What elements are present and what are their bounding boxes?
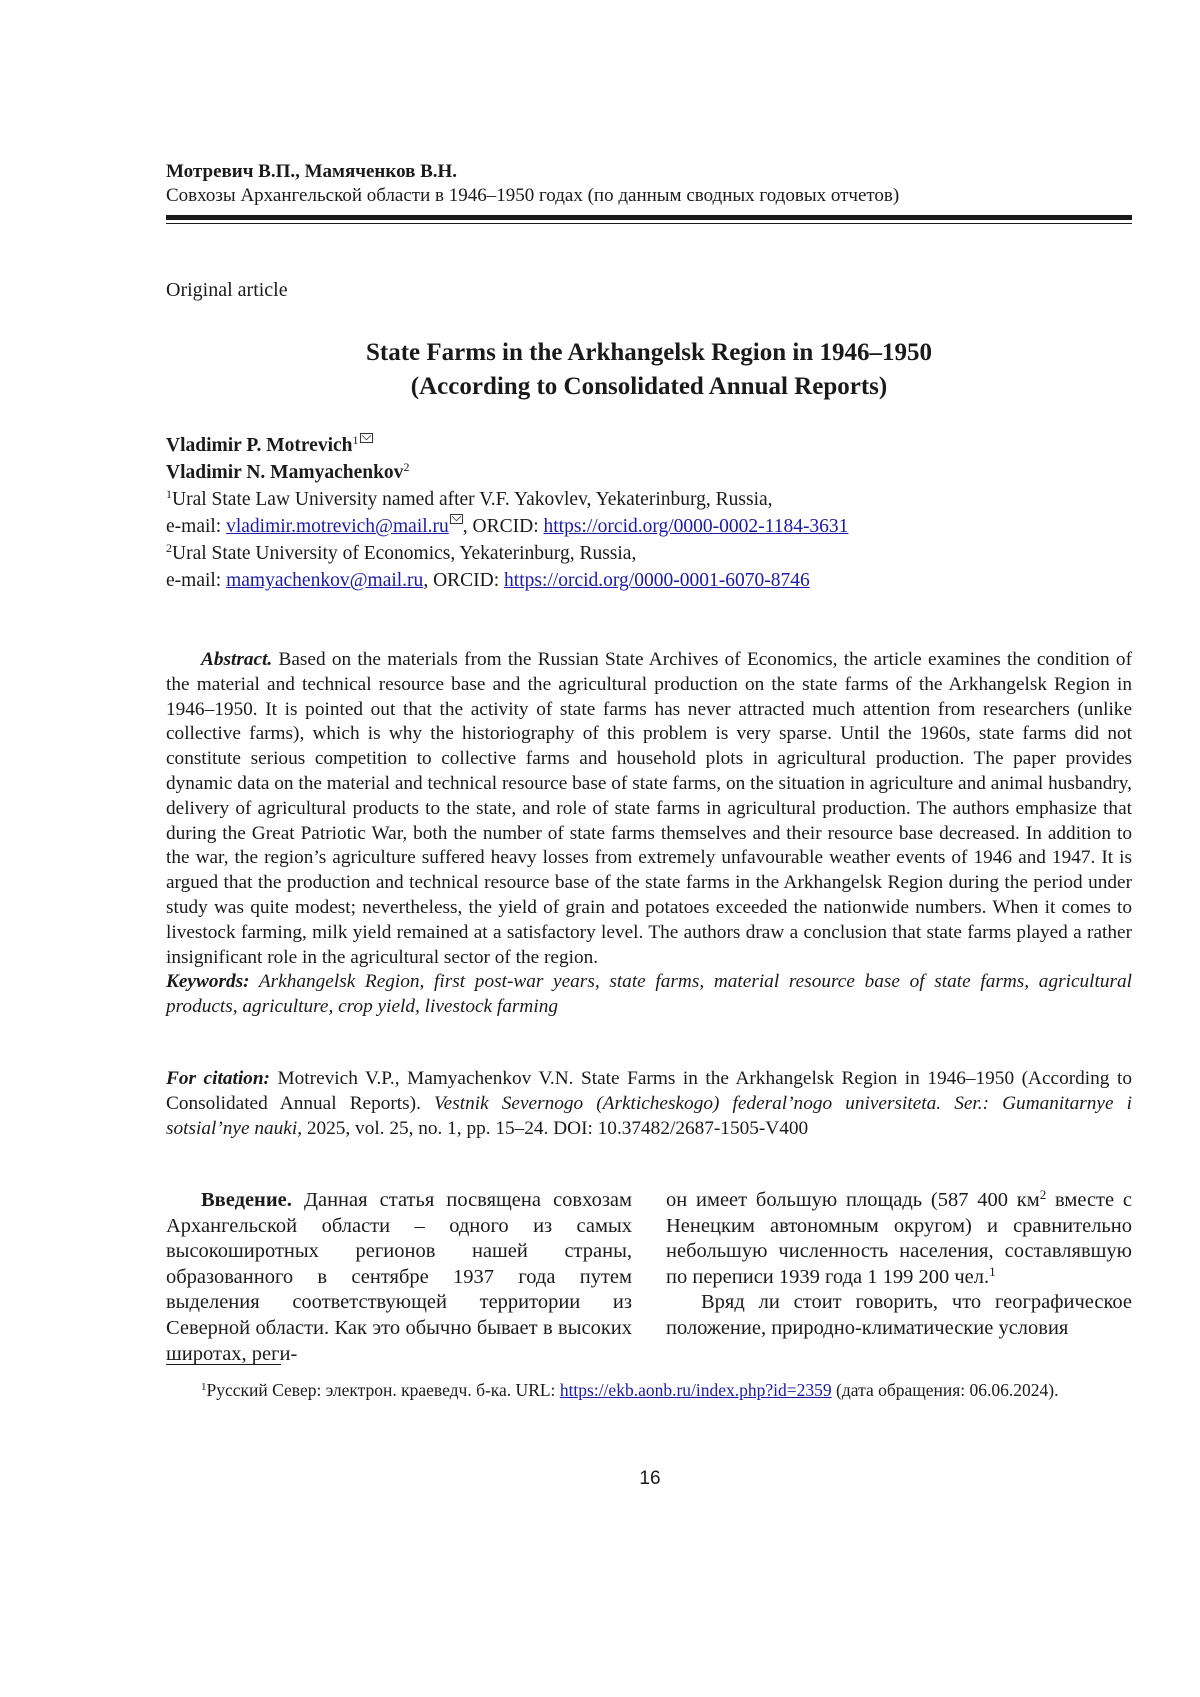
body-column-left bbox=[166, 1188, 632, 1367]
author-2-affiliation-ref: 2 bbox=[403, 460, 409, 474]
author-1-affiliation-ref: 1 bbox=[353, 433, 359, 447]
author-1-name: Vladimir P. Motrevich bbox=[166, 435, 353, 456]
orcid-label: , ORCID: bbox=[423, 570, 504, 591]
header-rule-thin bbox=[166, 223, 1132, 224]
km-squared-sup: 2 bbox=[1040, 1187, 1047, 1202]
citation bbox=[166, 1066, 1132, 1141]
orcid-label: , ORCID: bbox=[463, 516, 544, 537]
affiliation-1-marker: 1 bbox=[166, 487, 172, 501]
email-link-1[interactable]: vladimir.motrevich@mail.ru bbox=[226, 516, 449, 537]
running-head bbox=[166, 160, 1132, 208]
author-2 bbox=[166, 459, 1132, 486]
orcid-link-2[interactable]: https://orcid.org/0000-0001-6070-8746 bbox=[504, 570, 810, 591]
header-rule-thick bbox=[166, 215, 1132, 220]
keywords bbox=[166, 970, 1132, 1020]
envelope-icon bbox=[450, 514, 463, 524]
intro-paragraph-continued bbox=[666, 1188, 1132, 1290]
contact-1 bbox=[166, 513, 1132, 540]
footnote-rule bbox=[166, 1364, 281, 1365]
body-column-right bbox=[666, 1188, 1132, 1342]
email-link-2[interactable]: mamyachenkov@mail.ru bbox=[226, 570, 423, 591]
email-label: e-mail: bbox=[166, 516, 226, 537]
abstract-label: Abstract. bbox=[201, 649, 272, 670]
article-title-line2: (According to Consolidated Annual Reports) bbox=[166, 370, 1132, 404]
second-paragraph: Вряд ли стоит говорить, что географическое положение, природно-климатические условия bbox=[666, 1290, 1132, 1341]
intro-paragraph bbox=[166, 1188, 632, 1367]
citation-text: Motrevich V.P., Mamyachenkov V.N. State Farms in the Arkhangelsk Region in 1946–1950 (According to Consolidated Annual Reports). bbox=[166, 1068, 1132, 1114]
affiliation-1 bbox=[166, 486, 1132, 513]
email-label: e-mail: bbox=[166, 570, 226, 591]
citation-journal: Vestnik Severnogo (Arkticheskogo) federal’nogo universiteta. Ser.: Gumanitarnye i sotsial’nye nauki bbox=[166, 1093, 1132, 1139]
envelope-icon bbox=[360, 433, 373, 443]
abstract-text: Based on the materials from the Russian State Archives of Economics, the article examines the condition of the material and technical resource base and the agricultural production on the state farms of the Arkhangelsk Region in 1946–1950. It is pointed out that the activity of state farms has never attracted much attention from researchers (unlike collective farms), which is why the historiography of this problem is very sparse. Until the 1960s, state farms did not constitute serious competition to collective farms and household plots in agricultural production. The paper provides dynamic data on the material and technical resource base of state farms, on the situation in agriculture and animal husbandry, delivery of agricultural products to the state, and role of state farms in agricultural production. The authors emphasize that during the Great Patriotic War, both the number of state farms themselves and their resource base decreased. In addition to the war, the region’s agriculture suffered heavy losses from extremely unfavourable weather events of 1946 and 1947. It is argued that the production and technical resource base of the state farms in the Arkhangelsk Region during the period under study was quite modest; nevertheless, the yield of grain and potatoes exceeded the nationwide numbers. When it comes to livestock farming, milk yield remained at a satisfactory level. The authors draw a conclusion that state farms played a rather insignificant role in the agricultural sector of the region. bbox=[166, 649, 1132, 968]
affiliation-2-text: Ural State University of Economics, Yekaterinburg, Russia, bbox=[172, 543, 636, 564]
footnote-text: Русский Север: электрон. краеведч. б-ка. URL: bbox=[207, 1380, 560, 1400]
running-head-title: Совхозы Архангельской области в 1946–1950 годах (по данным сводных годовых отчетов) bbox=[166, 184, 1132, 208]
authors-block bbox=[166, 432, 1132, 594]
affiliation-2 bbox=[166, 540, 1132, 567]
author-1 bbox=[166, 432, 1132, 459]
intro-label: Введение. bbox=[201, 1189, 292, 1211]
article-type: Original article bbox=[166, 278, 288, 302]
affiliation-2-marker: 2 bbox=[166, 541, 172, 555]
intro-text: Данная статья посвящена совхозам Архангельской области – одного из самых высокоширотных регионов нашей страны, образованного в сентябре 1937 года путем выделения соответствующей территории из Северной области. Как это обычно бывает в высоких широтах, реги- bbox=[166, 1189, 632, 1365]
footnote-ref: 1 bbox=[989, 1264, 996, 1279]
running-head-authors: Мотревич В.П., Мамяченков В.Н. bbox=[166, 160, 1132, 184]
abstract-paragraph bbox=[166, 648, 1132, 970]
article-title bbox=[166, 336, 1132, 404]
contact-2 bbox=[166, 567, 1132, 594]
right-text-2: вместе с Ненецким автономным округом) и сравнительно небольшую численность населения, составлявшую по переписи 1939 года 1 199 200 чел. bbox=[666, 1189, 1132, 1288]
footnote-paragraph bbox=[166, 1378, 1132, 1402]
page bbox=[0, 0, 1200, 1697]
keywords-label: Keywords: bbox=[166, 971, 250, 992]
page-number: 16 bbox=[0, 1468, 1200, 1490]
footnote-url-link[interactable]: https://ekb.aonb.ru/index.php?id=2359 bbox=[560, 1380, 832, 1400]
footnote bbox=[166, 1378, 1132, 1402]
author-2-name: Vladimir N. Mamyachenkov bbox=[166, 462, 403, 483]
right-text-1: он имеет большую площадь (587 400 км bbox=[666, 1189, 1040, 1211]
affiliation-1-text: Ural State Law University named after V.F. Yakovlev, Yekaterinburg, Russia, bbox=[172, 489, 773, 510]
footnote-marker: 1 bbox=[201, 1381, 207, 1393]
keywords-text: Arkhangelsk Region, first post-war years, state farms, material resource base of state farms, agricultural products, agriculture, crop yield, livestock farming bbox=[166, 971, 1132, 1017]
abstract bbox=[166, 648, 1132, 1020]
orcid-link-1[interactable]: https://orcid.org/0000-0002-1184-3631 bbox=[544, 516, 849, 537]
citation-tail: , 2025, vol. 25, no. 1, pp. 15–24. DOI: 10.37482/2687-1505-V400 bbox=[297, 1118, 808, 1139]
footnote-tail: (дата обращения: 06.06.2024). bbox=[832, 1380, 1059, 1400]
article-title-line1: State Farms in the Arkhangelsk Region in 1946–1950 bbox=[166, 336, 1132, 370]
citation-label: For citation: bbox=[166, 1068, 270, 1089]
